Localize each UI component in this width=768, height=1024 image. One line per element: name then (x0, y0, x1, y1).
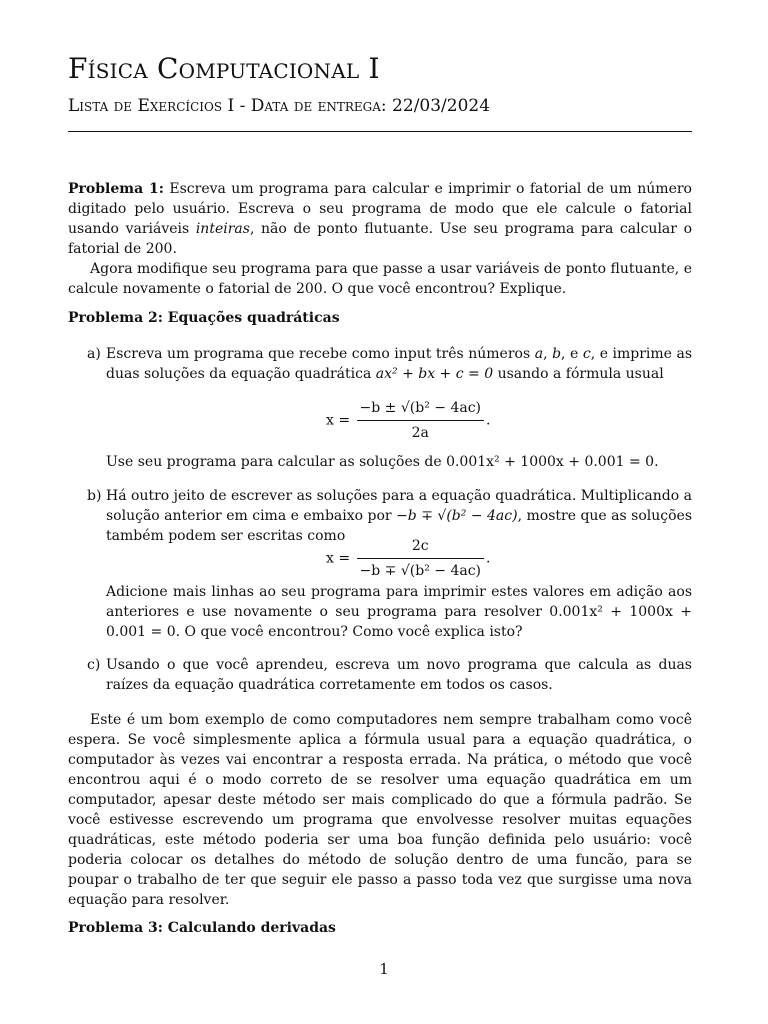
item-a-label: a) (87, 346, 101, 362)
item-a-inline-equation: ax² + bx + c = 0 (375, 366, 494, 382)
quadratic-formula-denominator: 2a (411, 425, 429, 441)
problem-3-heading: Problema 3: Calculando derivadas (68, 920, 336, 936)
item-b-text: Há outro jeito de escrever as soluções para a equação quadrática. Multiplicando a solução anterior em cima e embaixo por −b ∓ √(b² − 4ac), mostre que as soluções também podem ser escritas como (106, 488, 693, 544)
alternative-formula: x = $\frac{2c}{\text{−b ∓ √(b² − 4ac)}}$ . (326, 538, 491, 579)
problem-1 (68, 179, 692, 299)
item-b-label: b) (87, 488, 102, 504)
problem-2-heading: Problema 2: Equações quadráticas (68, 310, 340, 326)
item-b-followup: Adicione mais linhas ao seu programa para imprimir estes valores em adição aos anteriores e use novamente o seu programa para resolver 0.001x² + 1000x + 0.001 = 0. O que você encontrou? Como você explica isto? (106, 584, 692, 640)
problem-1-para-2: Agora modifique seu programa para que passe a usar variáveis de ponto flutuante, e calcule novamente o fatorial de 200. O que você encontrou? Explique. (68, 261, 692, 297)
problem-2-item-a (87, 344, 692, 384)
item-c-label: c) (87, 657, 101, 673)
item-a-use: Use seu programa para calcular as soluções de 0.001x² + 1000x + 0.001 = 0. (106, 454, 659, 470)
item-a-text: Escreva um programa que recebe como input três números a, b, e c, e imprime as duas soluções da equação quadrática ax² + bx + c = 0 usando a fórmula usual (106, 346, 693, 382)
alternative-formula-denominator: −b ∓ √(b² − 4ac) (359, 563, 481, 579)
page-subtitle: Lista de Exercícios I - Data de entrega: 22/03/2024 (68, 96, 491, 116)
header-divider (68, 131, 692, 132)
item-c-text: Usando o que você aprendeu, escreva um novo programa que calcula as duas raízes da equação quadrática corretamente em todos os casos. (106, 657, 692, 693)
quadratic-formula-numerator: −b ± √(b² − 4ac) (357, 398, 484, 421)
item-b-multiplier: −b ∓ √(b² − 4ac) (396, 508, 518, 524)
problem-1-para-1: Problema 1: Escreva um programa para calcular e imprimir o fatorial de um número digitado pelo usuário. Escreva o seu programa de modo que ele calcule o fatorial usando variáveis inteiras, não de ponto flutuante. Use seu programa para calcular o fatorial de 200. (68, 181, 693, 257)
page-title: Física Computacional I (68, 52, 380, 85)
quadratic-formula: x = $\frac{\text{−b ± √(b² − 4ac)}}{2a}$ . (326, 400, 491, 441)
alternative-formula-numerator: 2c (357, 536, 484, 559)
page-number: 1 (379, 960, 389, 978)
problem-2-item-c (87, 655, 692, 695)
problem-2-closing: Este é um bom exemplo de como computadores nem sempre trabalham como você espera. Se você simplesmente aplica a fórmula usual para a equação quadrática, o computador às vezes vai encontrar a resposta errada. Na prática, o método que você encontrou aqui é o modo correto de se resolver uma equação quadrática em um computador, apesar deste método ser mais complicado do que a fórmula padrão. Se você estivesse escrevendo um programa que envolvesse resolver muitas equações quadráticas, este método poderia ser uma boa função definida pelo usuário: você poderia colocar os detalhes do método de solução dentro de uma funcão, para se poupar o trabalho de ter que seguir ele passo a passo toda vez que surgisse uma nova equação para resolver. (68, 712, 692, 908)
problem-1-label: Problema 1: (68, 181, 164, 197)
